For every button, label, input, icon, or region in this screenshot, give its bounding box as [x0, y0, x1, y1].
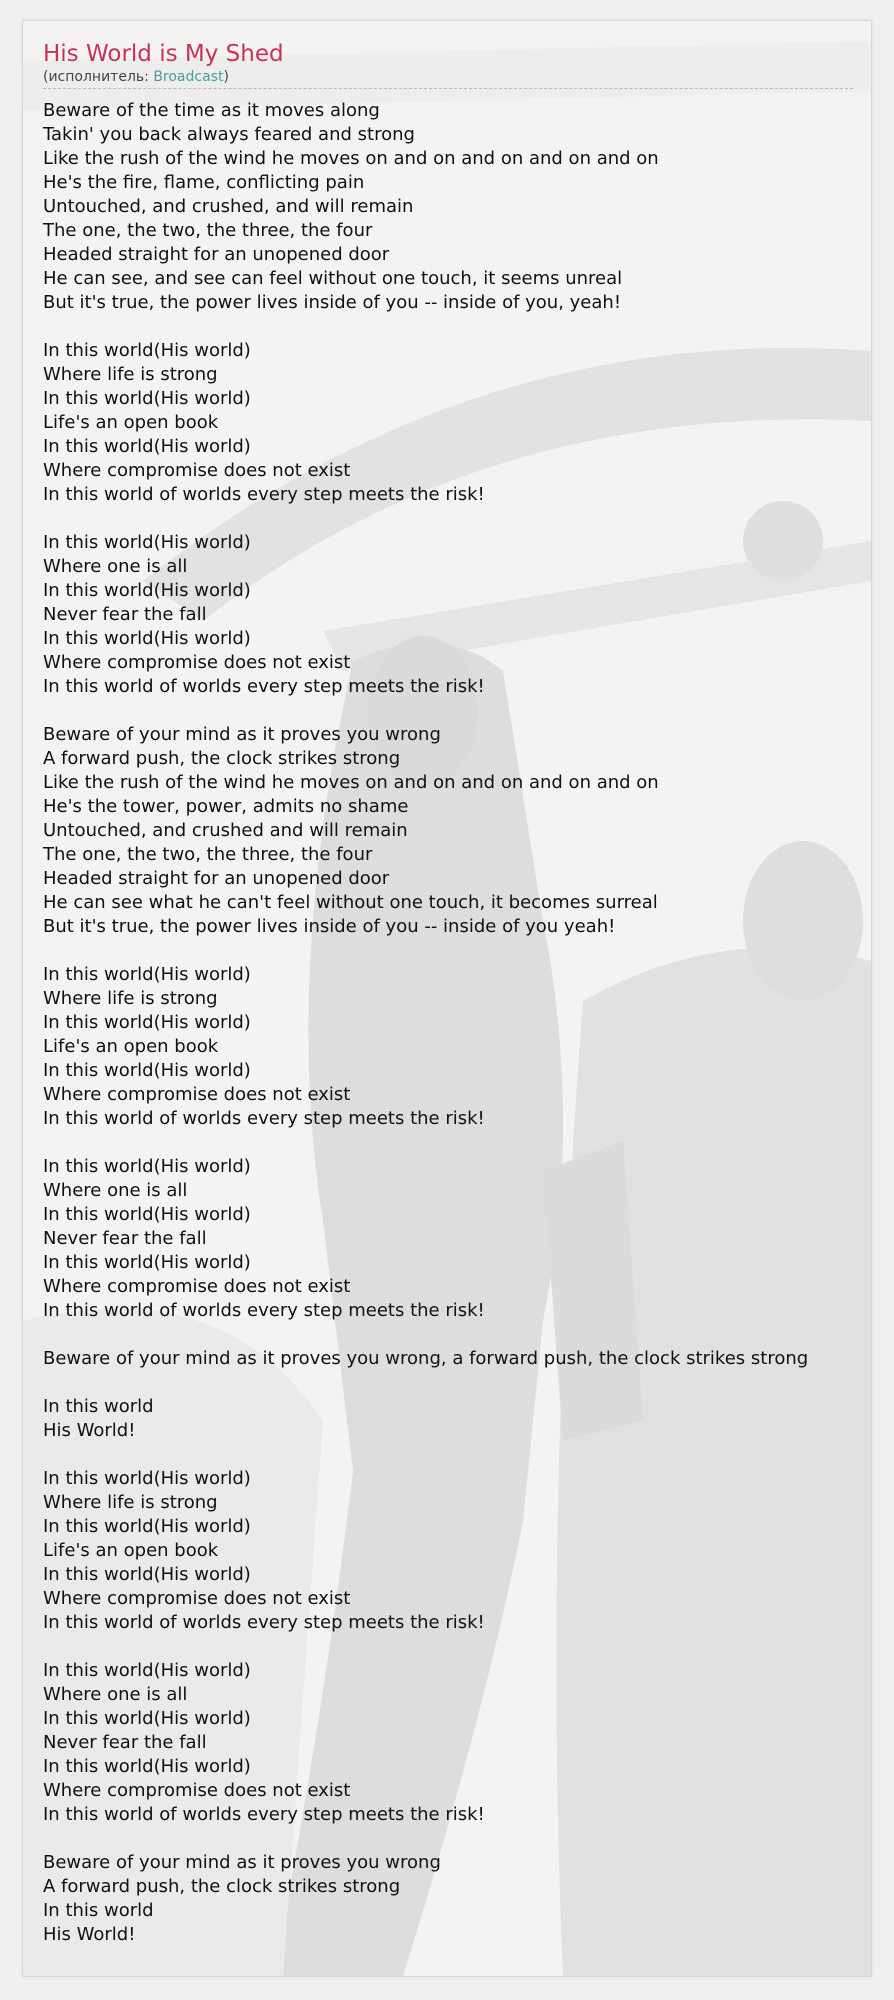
lyric-line: But it's true, the power lives inside of you -- inside of you, yeah! — [43, 292, 622, 313]
song-title: His World is My Shed — [43, 41, 284, 67]
lyric-line: In this world(His world) — [43, 1012, 251, 1033]
stanza-gap — [43, 1323, 851, 1347]
lyric-line: Life's an open book — [43, 1540, 219, 1561]
lyric-line: In this world of worlds every step meets the risk! — [43, 676, 485, 697]
lyric-line: Where compromise does not exist — [43, 1084, 351, 1105]
lyric-line: Where one is all — [43, 1180, 188, 1201]
artist-link[interactable]: Broadcast — [153, 69, 224, 85]
lyric-line: In this world — [43, 1900, 154, 1921]
stanza-gap — [43, 1371, 851, 1395]
lyric-line: Never fear the fall — [43, 1228, 207, 1249]
lyric-line: In this world(His world) — [43, 436, 251, 457]
stanza-gap — [43, 1827, 851, 1851]
artist-prefix: (исполнитель: — [43, 69, 154, 85]
lyric-line: Where life is strong — [43, 364, 218, 385]
lyric-line: Where compromise does not exist — [43, 652, 351, 673]
lyric-line: In this world(His world) — [43, 532, 251, 553]
lyric-line: Where compromise does not exist — [43, 1780, 351, 1801]
stanza-gap — [43, 1443, 851, 1467]
lyric-line: In this world of worlds every step meets the risk! — [43, 1108, 485, 1129]
lyric-line: His World! — [43, 1420, 136, 1441]
lyric-line: In this world(His world) — [43, 388, 251, 409]
lyric-line: In this world(His world) — [43, 1204, 251, 1225]
lyric-line: Beware of your mind as it proves you wrong, a forward push, the clock strikes strong — [43, 1348, 809, 1369]
lyric-line: Untouched, and crushed, and will remain — [43, 196, 414, 217]
lyric-line: Beware of the time as it moves along — [43, 100, 380, 121]
lyric-line: Where one is all — [43, 556, 188, 577]
lyric-line: In this world(His world) — [43, 964, 251, 985]
lyric-line: He can see, and see can feel without one touch, it seems unreal — [43, 268, 623, 289]
lyric-line: Where one is all — [43, 1684, 188, 1705]
lyric-line: In this world(His world) — [43, 1708, 251, 1729]
lyric-line: In this world(His world) — [43, 1564, 251, 1585]
lyric-line: Like the rush of the wind he moves on and on and on and on and on — [43, 148, 659, 169]
lyric-line: Like the rush of the wind he moves on and on and on and on and on — [43, 772, 659, 793]
lyric-line: He can see what he can't feel without one touch, it becomes surreal — [43, 892, 658, 913]
lyric-line: Beware of your mind as it proves you wrong — [43, 1852, 441, 1873]
lyric-line: Takin' you back always feared and strong — [43, 124, 415, 145]
lyric-line: In this world of worlds every step meets the risk! — [43, 1612, 485, 1633]
lyrics-text — [43, 99, 851, 1947]
stanza-gap — [43, 939, 851, 963]
lyric-line: In this world of worlds every step meets the risk! — [43, 1804, 485, 1825]
lyric-line: He's the tower, power, admits no shame — [43, 796, 409, 817]
lyric-line: Headed straight for an unopened door — [43, 244, 390, 265]
lyric-line: Life's an open book — [43, 1036, 219, 1057]
stanza-gap — [43, 699, 851, 723]
lyric-line: In this world of worlds every step meets the risk! — [43, 484, 485, 505]
lyric-line: In this world(His world) — [43, 340, 251, 361]
lyric-line: In this world(His world) — [43, 580, 251, 601]
lyric-line: His World! — [43, 1924, 136, 1945]
stanza-gap — [43, 315, 851, 339]
lyric-line: The one, the two, the three, the four — [43, 844, 373, 865]
lyric-line: In this world of worlds every step meets the risk! — [43, 1300, 485, 1321]
lyric-line: The one, the two, the three, the four — [43, 220, 373, 241]
lyric-line: In this world(His world) — [43, 628, 251, 649]
lyric-line: Where compromise does not exist — [43, 460, 351, 481]
lyric-line: Never fear the fall — [43, 604, 207, 625]
lyric-line: Where compromise does not exist — [43, 1588, 351, 1609]
stanza-gap — [43, 507, 851, 531]
lyric-line: Where life is strong — [43, 1492, 218, 1513]
lyrics-content — [23, 21, 871, 1947]
lyric-line: In this world(His world) — [43, 1756, 251, 1777]
lyric-line: Headed straight for an unopened door — [43, 868, 390, 889]
lyric-line: In this world(His world) — [43, 1060, 251, 1081]
lyric-line: He's the fire, flame, conflicting pain — [43, 172, 365, 193]
lyric-line: In this world(His world) — [43, 1156, 251, 1177]
artist-line — [43, 68, 853, 89]
lyrics-card — [22, 20, 872, 1977]
lyric-line: Where life is strong — [43, 988, 218, 1009]
lyric-line: Beware of your mind as it proves you wrong — [43, 724, 441, 745]
lyric-line: In this world(His world) — [43, 1252, 251, 1273]
lyric-line: Untouched, and crushed and will remain — [43, 820, 408, 841]
lyric-line: In this world(His world) — [43, 1516, 251, 1537]
artist-suffix: ) — [223, 69, 229, 85]
lyric-line: In this world(His world) — [43, 1468, 251, 1489]
lyric-line: But it's true, the power lives inside of you -- inside of you yeah! — [43, 916, 616, 937]
lyric-line: In this world(His world) — [43, 1660, 251, 1681]
stanza-gap — [43, 1635, 851, 1659]
stanza-gap — [43, 1131, 851, 1155]
lyric-line: In this world — [43, 1396, 154, 1417]
lyric-line: Life's an open book — [43, 412, 219, 433]
lyric-line: A forward push, the clock strikes strong — [43, 748, 401, 769]
lyric-line: Where compromise does not exist — [43, 1276, 351, 1297]
lyric-line: Never fear the fall — [43, 1732, 207, 1753]
lyric-line: A forward push, the clock strikes strong — [43, 1876, 401, 1897]
